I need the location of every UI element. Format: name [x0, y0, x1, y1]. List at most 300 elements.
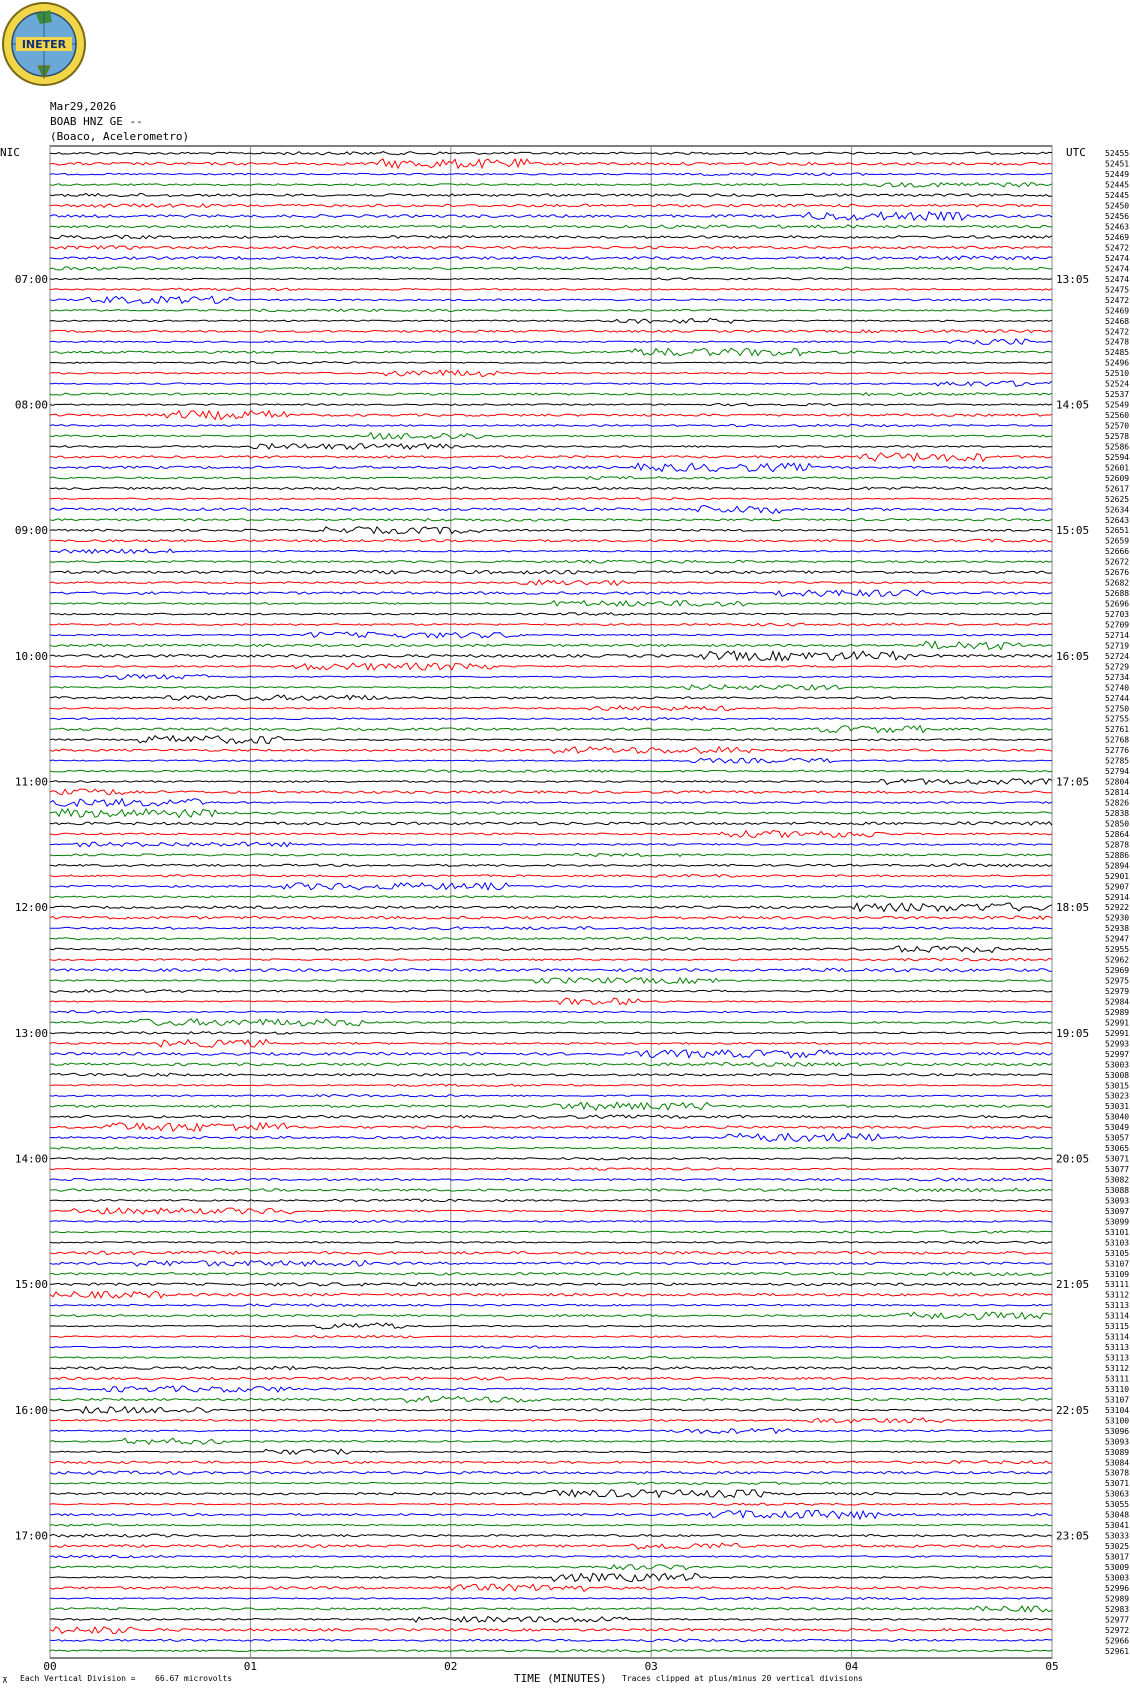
trace-max-label: 53099: [1105, 1217, 1130, 1227]
trace-max-label: 52930: [1105, 913, 1130, 923]
trace-max-label: 53112: [1105, 1364, 1130, 1374]
trace-max-label: 52451: [1105, 159, 1130, 169]
trace-max-label: 53114: [1105, 1311, 1130, 1321]
seismic-trace: [50, 212, 1052, 220]
seismic-trace: [50, 1084, 1052, 1086]
seismic-trace: [50, 968, 1052, 972]
seismic-trace: [50, 1312, 1052, 1319]
trace-max-label: 53025: [1105, 1542, 1130, 1552]
trace-max-label: 52475: [1105, 285, 1130, 295]
trace-max-label: 52947: [1105, 934, 1130, 944]
seismic-trace: [50, 1565, 1052, 1570]
right-hour-label: 15:05: [1056, 524, 1090, 538]
seismic-trace: [50, 362, 1052, 364]
trace-max-label: 53109: [1105, 1269, 1130, 1279]
seismic-trace: [50, 1019, 1052, 1026]
trace-max-label: 52729: [1105, 662, 1130, 672]
trace-max-label: 52993: [1105, 1039, 1130, 1049]
seismic-trace: [50, 1627, 1052, 1634]
trace-max-label: 52969: [1105, 966, 1130, 976]
seismic-trace: [50, 318, 1052, 323]
seismic-trace: [50, 296, 1052, 303]
trace-max-label: 53078: [1105, 1468, 1130, 1478]
seismic-trace: [50, 726, 1052, 733]
trace-max-label: 53065: [1105, 1144, 1130, 1154]
seismic-trace: [50, 393, 1052, 396]
seismic-trace: [50, 1304, 1052, 1307]
seismic-trace: [50, 152, 1052, 155]
trace-max-label: 52989: [1105, 1007, 1130, 1017]
trace-max-label: 52469: [1105, 306, 1130, 316]
seismic-trace: [50, 1050, 1052, 1058]
trace-max-label: 52975: [1105, 976, 1130, 986]
seismic-trace: [50, 1346, 1052, 1348]
seismic-trace: [50, 1032, 1052, 1034]
seismic-trace: [50, 874, 1052, 877]
trace-max-label: 52977: [1105, 1615, 1130, 1625]
seismic-trace: [50, 1251, 1052, 1255]
seismic-trace: [50, 560, 1052, 563]
trace-max-label: 53071: [1105, 1479, 1130, 1489]
trace-max-label: 53003: [1105, 1060, 1130, 1070]
trace-max-label: 53111: [1105, 1374, 1130, 1384]
left-hour-label: 09:00: [14, 524, 48, 538]
trace-max-label: 53107: [1105, 1259, 1130, 1269]
seismic-trace: [50, 998, 1052, 1005]
seismic-trace: [50, 1534, 1052, 1537]
date-label: Mar29,2026: [50, 100, 117, 113]
trace-max-label: 52962: [1105, 955, 1130, 965]
seismic-trace: [50, 370, 1052, 376]
seismic-trace: [50, 424, 1052, 427]
right-hour-label: 16:05: [1056, 649, 1090, 663]
seismic-trace: [50, 1490, 1052, 1498]
seismic-trace: [50, 601, 1052, 607]
seismic-trace: [50, 1011, 1052, 1013]
seismic-trace: [50, 1639, 1052, 1642]
seismic-trace: [50, 1503, 1052, 1505]
trace-max-label: 53023: [1105, 1091, 1130, 1101]
left-hour-label: 16:00: [14, 1403, 48, 1417]
seismic-trace: [50, 1241, 1052, 1243]
seismic-trace: [50, 809, 1052, 818]
trace-max-label: 52524: [1105, 379, 1130, 389]
trace-max-label: 53115: [1105, 1322, 1130, 1332]
seismic-trace: [50, 1272, 1052, 1275]
trace-max-label: 53093: [1105, 1196, 1130, 1206]
trace-max-label: 52703: [1105, 610, 1130, 620]
trace-max-label: 52474: [1105, 264, 1130, 274]
trace-max-label: 52456: [1105, 212, 1130, 222]
left-hour-label: 08:00: [14, 398, 48, 412]
left-hour-label: 12:00: [14, 901, 48, 915]
trace-max-label: 53017: [1105, 1552, 1130, 1562]
seismic-trace: [50, 779, 1052, 785]
seismic-trace: [50, 173, 1052, 176]
seismic-trace: [50, 736, 1052, 744]
trace-max-label: 52659: [1105, 536, 1130, 546]
division-value: 66.67 microvolts: [155, 1674, 233, 1683]
seismic-trace: [50, 623, 1052, 626]
left-hour-label: 13:00: [14, 1026, 48, 1040]
trace-max-label: 52724: [1105, 651, 1130, 661]
trace-max-label: 52672: [1105, 557, 1130, 567]
trace-max-label: 52996: [1105, 1583, 1130, 1593]
footer-marker: ⊼: [2, 1676, 8, 1685]
seismic-trace: [50, 330, 1052, 333]
left-hour-label: 15:00: [14, 1278, 48, 1292]
seismic-trace: [50, 1573, 1052, 1581]
trace-max-label: 52750: [1105, 704, 1130, 714]
station-label: BOAB HNZ GE --: [50, 115, 143, 128]
seismic-trace: [50, 896, 1052, 898]
trace-max-label: 53104: [1105, 1405, 1130, 1415]
seismic-trace: [50, 958, 1052, 961]
seismic-trace: [50, 1073, 1052, 1076]
trace-max-label: 53110: [1105, 1384, 1130, 1394]
seismic-trace: [50, 1291, 1052, 1298]
trace-max-label: 53107: [1105, 1395, 1130, 1405]
trace-max-label: 52578: [1105, 431, 1130, 441]
seismic-trace: [50, 1407, 1052, 1414]
x-tick-label: 03: [644, 1660, 658, 1673]
trace-max-label: 52570: [1105, 421, 1130, 431]
seismic-trace: [50, 256, 1052, 260]
trace-max-label: 53055: [1105, 1500, 1130, 1510]
seismic-trace: [50, 1386, 1052, 1392]
trace-max-label: 53113: [1105, 1301, 1130, 1311]
seismic-trace: [50, 718, 1052, 720]
trace-max-label: 52864: [1105, 829, 1130, 839]
seismic-trace: [50, 159, 1052, 168]
trace-max-label: 52472: [1105, 295, 1130, 305]
trace-max-label: 52651: [1105, 526, 1130, 536]
seismic-trace: [50, 278, 1052, 280]
trace-max-label: 52601: [1105, 463, 1130, 473]
trace-max-label: 52468: [1105, 316, 1130, 326]
seismic-trace: [50, 403, 1052, 405]
trace-max-label: 53111: [1105, 1280, 1130, 1290]
seismic-trace: [50, 1449, 1052, 1454]
seismic-trace: [50, 570, 1052, 574]
seismic-trace: [50, 339, 1052, 345]
trace-max-label: 52914: [1105, 892, 1130, 902]
trace-max-label: 52485: [1105, 348, 1130, 358]
trace-max-label: 52984: [1105, 997, 1130, 1007]
clip-note: Traces clipped at plus/minus 20 vertical divisions: [622, 1674, 863, 1683]
trace-max-label: 52991: [1105, 1018, 1130, 1028]
seismic-trace: [50, 1168, 1052, 1170]
trace-max-label: 52768: [1105, 735, 1130, 745]
trace-max-label: 52463: [1105, 222, 1130, 232]
seismic-trace: [50, 267, 1052, 270]
location-label: (Boaco, Acelerometro): [50, 130, 190, 143]
trace-max-label: 52972: [1105, 1625, 1130, 1635]
trace-max-label: 52794: [1105, 767, 1130, 777]
seismic-trace: [50, 453, 1052, 461]
trace-max-label: 53048: [1105, 1510, 1130, 1520]
trace-max-label: 53003: [1105, 1573, 1130, 1583]
trace-max-label: 52714: [1105, 630, 1130, 640]
seismic-trace: [50, 747, 1052, 754]
seismic-trace: [50, 1133, 1052, 1141]
seismic-trace: [50, 1606, 1052, 1612]
trace-max-label: 52997: [1105, 1049, 1130, 1059]
right-hour-label: 14:05: [1056, 398, 1090, 412]
trace-max-label: 52814: [1105, 788, 1130, 798]
seismic-trace: [50, 831, 1052, 838]
trace-max-label: 53084: [1105, 1458, 1130, 1468]
trace-max-label: 53093: [1105, 1437, 1130, 1447]
seismic-trace: [50, 864, 1052, 867]
trace-max-label: 52634: [1105, 505, 1130, 515]
seismic-trace: [50, 487, 1052, 490]
right-hour-label: 20:05: [1056, 1152, 1090, 1166]
trace-max-label: 53049: [1105, 1123, 1130, 1133]
trace-max-label: 52983: [1105, 1604, 1130, 1614]
seismic-trace: [50, 1188, 1052, 1192]
trace-max-label: 52594: [1105, 452, 1130, 462]
trace-max-label: 52696: [1105, 599, 1130, 609]
trace-max-label: 52445: [1105, 191, 1130, 201]
trace-max-label: 53033: [1105, 1531, 1130, 1541]
x-tick-label: 04: [844, 1660, 859, 1673]
trace-max-label: 52734: [1105, 672, 1130, 682]
trace-max-label: 53071: [1105, 1154, 1130, 1164]
left-hour-label: 17:00: [14, 1529, 48, 1543]
seismic-trace: [50, 1158, 1052, 1160]
seismic-trace: [50, 1199, 1052, 1202]
right-hour-label: 19:05: [1056, 1026, 1090, 1040]
seismic-trace: [50, 632, 1052, 638]
seismic-trace: [50, 1438, 1052, 1444]
seismic-trace: [50, 1283, 1052, 1286]
trace-max-label: 53113: [1105, 1353, 1130, 1363]
seismic-trace: [50, 476, 1052, 479]
seismic-trace: [50, 1555, 1052, 1557]
seismic-trace: [50, 789, 1052, 795]
trace-max-label: 52886: [1105, 850, 1130, 860]
seismic-trace: [50, 463, 1052, 471]
trace-max-label: 52966: [1105, 1636, 1130, 1646]
trace-max-label: 52496: [1105, 358, 1130, 368]
seismic-trace: [50, 204, 1052, 208]
trace-max-label: 52643: [1105, 515, 1130, 525]
right-hour-label: 18:05: [1056, 901, 1090, 915]
trace-max-label: 53103: [1105, 1238, 1130, 1248]
trace-max-label: 52961: [1105, 1646, 1130, 1656]
seismic-trace: [50, 288, 1052, 290]
trace-max-label: 52560: [1105, 411, 1130, 421]
trace-max-label: 53114: [1105, 1332, 1130, 1342]
trace-max-label: 52907: [1105, 882, 1130, 892]
seismic-trace: [50, 1584, 1052, 1591]
seismic-trace: [50, 903, 1052, 912]
trace-max-label: 53077: [1105, 1165, 1130, 1175]
seismic-trace: [50, 1208, 1052, 1214]
trace-max-label: 52474: [1105, 274, 1130, 284]
seismic-trace: [50, 946, 1052, 953]
trace-max-label: 52989: [1105, 1594, 1130, 1604]
trace-max-label: 52549: [1105, 400, 1130, 410]
x-tick-label: 01: [243, 1660, 258, 1673]
trace-max-label: 53008: [1105, 1070, 1130, 1080]
trace-max-label: 52449: [1105, 170, 1130, 180]
trace-max-label: 52776: [1105, 746, 1130, 756]
trace-max-label: 52472: [1105, 327, 1130, 337]
seismic-trace: [50, 193, 1052, 196]
seismic-trace: [50, 663, 1052, 670]
seismic-trace: [50, 916, 1052, 920]
trace-max-label: 52510: [1105, 369, 1130, 379]
seismic-trace: [50, 1396, 1052, 1402]
seismic-trace: [50, 1543, 1052, 1549]
trace-max-label: 52894: [1105, 861, 1130, 871]
seismic-trace: [50, 978, 1052, 984]
seismic-trace: [50, 411, 1052, 420]
seismic-trace: [50, 1597, 1052, 1599]
trace-max-label: 52609: [1105, 473, 1130, 483]
left-hour-label: 07:00: [14, 272, 48, 286]
trace-max-label: 52740: [1105, 683, 1130, 693]
right-hour-label: 22:05: [1056, 1403, 1090, 1417]
trace-max-label: 52666: [1105, 547, 1130, 557]
seismic-trace: [50, 549, 1052, 553]
seismic-trace: [50, 842, 1052, 847]
division-label: Each Vertical Division =: [20, 1674, 136, 1683]
seismic-trace: [50, 1510, 1052, 1519]
seismic-trace: [50, 695, 1052, 700]
seismic-trace: [50, 590, 1052, 596]
left-timezone-label: NIC: [0, 146, 20, 159]
seismic-trace: [50, 580, 1052, 586]
trace-max-label: 52850: [1105, 819, 1130, 829]
trace-max-label: 53096: [1105, 1426, 1130, 1436]
seismic-trace: [50, 990, 1052, 993]
trace-max-label: 52878: [1105, 840, 1130, 850]
trace-max-label: 53057: [1105, 1133, 1130, 1143]
trace-max-label: 53088: [1105, 1185, 1130, 1195]
trace-max-label: 52755: [1105, 714, 1130, 724]
seismic-trace: [50, 685, 1052, 690]
x-tick-label: 00: [43, 1660, 57, 1673]
trace-max-label: 52688: [1105, 589, 1130, 599]
seismic-trace: [50, 1356, 1052, 1359]
right-timezone-label: UTC: [1066, 146, 1086, 159]
seismic-trace: [50, 1063, 1052, 1067]
seismic-trace: [50, 1115, 1052, 1118]
seismic-trace: [50, 1220, 1052, 1222]
trace-max-label: 53015: [1105, 1081, 1130, 1091]
trace-max-label: 53097: [1105, 1206, 1130, 1216]
right-hour-label: 23:05: [1056, 1529, 1090, 1543]
seismic-trace: [50, 235, 1052, 239]
left-hour-label: 11:00: [14, 775, 48, 789]
left-hour-label: 10:00: [14, 649, 48, 663]
seismic-trace: [50, 1040, 1052, 1048]
right-hour-label: 21:05: [1056, 1278, 1090, 1292]
x-tick-label: 02: [444, 1660, 458, 1673]
right-hour-label: 13:05: [1056, 272, 1090, 286]
trace-max-label: 53089: [1105, 1447, 1130, 1457]
trace-max-label: 52901: [1105, 871, 1130, 881]
trace-max-label: 52472: [1105, 243, 1130, 253]
trace-max-label: 52455: [1105, 149, 1130, 159]
seismic-trace: [50, 822, 1052, 826]
seismic-trace: [50, 433, 1052, 440]
trace-max-label: 52922: [1105, 903, 1130, 913]
trace-max-label: 53041: [1105, 1521, 1130, 1531]
seismic-trace: [50, 381, 1052, 386]
trace-max-label: 52474: [1105, 253, 1130, 263]
seismic-trace: [50, 539, 1052, 542]
trace-max-label: 52955: [1105, 945, 1130, 955]
seismic-trace: [50, 348, 1052, 356]
seismic-trace: [50, 641, 1052, 649]
trace-max-label: 52826: [1105, 798, 1130, 808]
trace-max-label: 52761: [1105, 725, 1130, 735]
trace-max-label: 52617: [1105, 484, 1130, 494]
seismic-trace: [50, 651, 1052, 660]
seismic-trace: [50, 799, 1052, 807]
seismic-trace: [50, 1102, 1052, 1110]
trace-max-label: 52804: [1105, 777, 1130, 787]
seismic-trace: [50, 613, 1052, 616]
x-axis-title: TIME (MINUTES): [514, 1672, 607, 1685]
logo-text: INETER: [21, 38, 67, 51]
seismic-trace: [50, 1260, 1052, 1266]
trace-max-label: 52744: [1105, 693, 1130, 703]
trace-max-label: 52785: [1105, 756, 1130, 766]
seismic-trace: [50, 937, 1052, 940]
trace-max-label: 53113: [1105, 1343, 1130, 1353]
seismic-trace: [50, 527, 1052, 534]
seismic-trace: [50, 1649, 1052, 1652]
seismic-trace: [50, 1336, 1052, 1338]
trace-max-label: 52625: [1105, 494, 1130, 504]
trace-max-label: 52682: [1105, 578, 1130, 588]
trace-max-label: 53082: [1105, 1175, 1130, 1185]
seismic-trace: [50, 505, 1052, 513]
x-tick-label: 05: [1045, 1660, 1059, 1673]
right-hour-label: 17:05: [1056, 775, 1090, 789]
seismic-trace: [50, 927, 1052, 930]
trace-max-label: 53031: [1105, 1102, 1130, 1112]
trace-max-label: 52586: [1105, 442, 1130, 452]
seismic-trace: [50, 519, 1052, 522]
seismic-trace: [50, 706, 1052, 711]
trace-max-label: 52537: [1105, 390, 1130, 400]
trace-max-label: 52719: [1105, 641, 1130, 651]
seismic-trace: [50, 1095, 1052, 1097]
seismic-trace: [50, 246, 1052, 250]
seismic-trace: [50, 498, 1052, 500]
seismic-trace: [50, 883, 1052, 890]
trace-max-label: 52469: [1105, 233, 1130, 243]
seismic-trace: [50, 1377, 1052, 1380]
seismic-trace: [50, 183, 1052, 187]
trace-max-label: 52979: [1105, 987, 1130, 997]
seismic-trace: [50, 1617, 1052, 1623]
seismic-trace: [50, 225, 1052, 228]
seismic-trace: [50, 675, 1052, 680]
trace-max-label: 52938: [1105, 924, 1130, 934]
seismic-trace: [50, 1123, 1052, 1131]
seismic-trace: [50, 770, 1052, 773]
trace-max-label: 52445: [1105, 180, 1130, 190]
trace-max-label: 52676: [1105, 568, 1130, 578]
seismic-trace: [50, 1428, 1052, 1433]
